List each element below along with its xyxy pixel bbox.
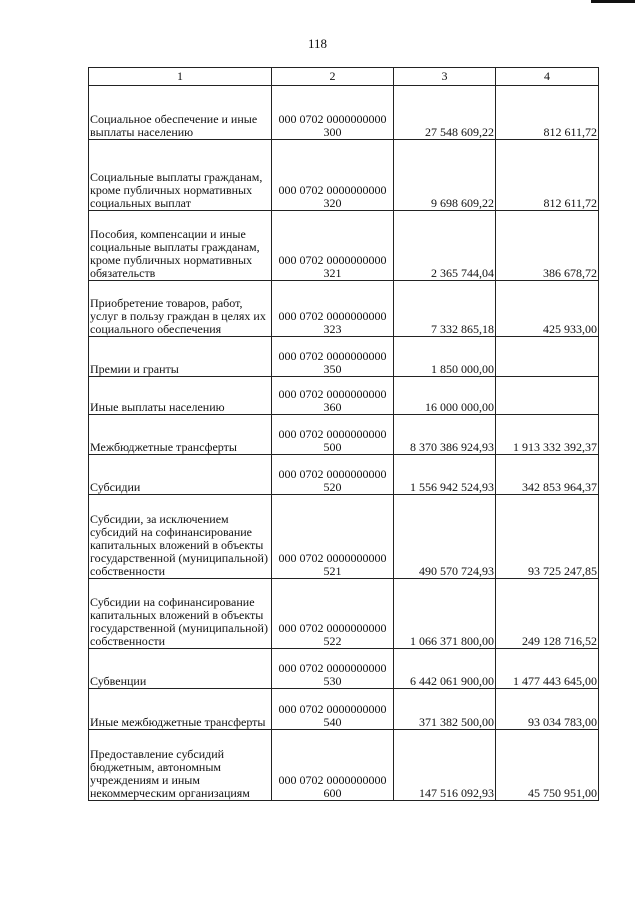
row-amount-col3: 6 442 061 900,00 (394, 649, 496, 689)
row-amount-col3: 1 556 942 524,93 (394, 455, 496, 495)
row-amount-col4: 386 678,72 (496, 211, 599, 281)
table-row (89, 495, 599, 579)
table-row (89, 415, 599, 455)
table-row (89, 211, 599, 281)
row-code-cell: 000 0702 0000000000 540 (272, 689, 394, 730)
row-amount-col4: 1 913 332 392,37 (496, 415, 599, 455)
row-code-cell: 000 0702 0000000000 521 (272, 495, 394, 579)
row-code-cell: 000 0702 0000000000 522 (272, 579, 394, 649)
table-row (89, 281, 599, 337)
table-row (89, 337, 599, 377)
table-row (89, 86, 599, 140)
table-row (89, 730, 599, 801)
row-name-cell: Премии и гранты (89, 337, 272, 377)
row-amount-col3: 8 370 386 924,93 (394, 415, 496, 455)
row-code-cell: 000 0702 0000000000 360 (272, 377, 394, 415)
table-row (89, 649, 599, 689)
table-row (89, 140, 599, 211)
row-code-cell: 000 0702 0000000000 300 (272, 86, 394, 140)
row-amount-col3: 7 332 865,18 (394, 281, 496, 337)
row-amount-col4: 812 611,72 (496, 86, 599, 140)
row-amount-col4: 1 477 443 645,00 (496, 649, 599, 689)
row-amount-col4: 93 034 783,00 (496, 689, 599, 730)
table-row (89, 377, 599, 415)
row-code-cell: 000 0702 0000000000 520 (272, 455, 394, 495)
page-number: 118 (307, 36, 328, 51)
row-amount-col4: 249 128 716,52 (496, 579, 599, 649)
row-name-cell: Пособия, компенсации и иные социальные выплаты гражданам, кроме публичных нормативных обязательств (89, 211, 272, 281)
row-code-cell: 000 0702 0000000000 323 (272, 281, 394, 337)
row-name-cell: Субвенции (89, 649, 272, 689)
corner-mark (591, 0, 635, 3)
row-amount-col3: 371 382 500,00 (394, 689, 496, 730)
budget-table (88, 67, 599, 801)
row-amount-col3: 16 000 000,00 (394, 377, 496, 415)
row-code-cell: 000 0702 0000000000 500 (272, 415, 394, 455)
header-row (89, 68, 599, 86)
column-header-1: 1 (89, 68, 272, 86)
row-amount-col3: 1 066 371 800,00 (394, 579, 496, 649)
row-name-cell: Социальное обеспечение и иные выплаты населению (89, 86, 272, 140)
column-header-2: 2 (272, 68, 394, 86)
row-amount-col4: 425 933,00 (496, 281, 599, 337)
row-name-cell: Приобретение товаров, работ, услуг в пользу граждан в целях их социального обеспечения (89, 281, 272, 337)
row-amount-col3: 27 548 609,22 (394, 86, 496, 140)
row-amount-col4: 93 725 247,85 (496, 495, 599, 579)
row-amount-col4: 812 611,72 (496, 140, 599, 211)
row-name-cell: Субсидии, за исключением субсидий на софинансирование капитальных вложений в объекты государственной (муниципальной) собственности (89, 495, 272, 579)
row-code-cell: 000 0702 0000000000 600 (272, 730, 394, 801)
row-amount-col4: 45 750 951,00 (496, 730, 599, 801)
table-row (89, 579, 599, 649)
row-amount-col3: 2 365 744,04 (394, 211, 496, 281)
row-name-cell: Субсидии (89, 455, 272, 495)
row-amount-col4: 342 853 964,37 (496, 455, 599, 495)
row-amount-col3: 9 698 609,22 (394, 140, 496, 211)
row-amount-col3: 147 516 092,93 (394, 730, 496, 801)
row-amount-col4 (496, 337, 599, 377)
row-amount-col3: 1 850 000,00 (394, 337, 496, 377)
column-header-3: 3 (394, 68, 496, 86)
row-code-cell: 000 0702 0000000000 320 (272, 140, 394, 211)
row-name-cell: Предоставление субсидий бюджетным, автономным учреждениям и иным некоммерческим организациям (89, 730, 272, 801)
row-code-cell: 000 0702 0000000000 530 (272, 649, 394, 689)
row-name-cell: Иные межбюджетные трансферты (89, 689, 272, 730)
column-header-4: 4 (496, 68, 599, 86)
row-code-cell: 000 0702 0000000000 350 (272, 337, 394, 377)
table-row (89, 689, 599, 730)
row-amount-col3: 490 570 724,93 (394, 495, 496, 579)
row-amount-col4 (496, 377, 599, 415)
row-name-cell: Социальные выплаты гражданам, кроме публичных нормативных социальных выплат (89, 140, 272, 211)
row-code-cell: 000 0702 0000000000 321 (272, 211, 394, 281)
row-name-cell: Субсидии на софинансирование капитальных вложений в объекты государственной (муниципальной) собственности (89, 579, 272, 649)
table-row (89, 455, 599, 495)
row-name-cell: Межбюджетные трансферты (89, 415, 272, 455)
row-name-cell: Иные выплаты населению (89, 377, 272, 415)
